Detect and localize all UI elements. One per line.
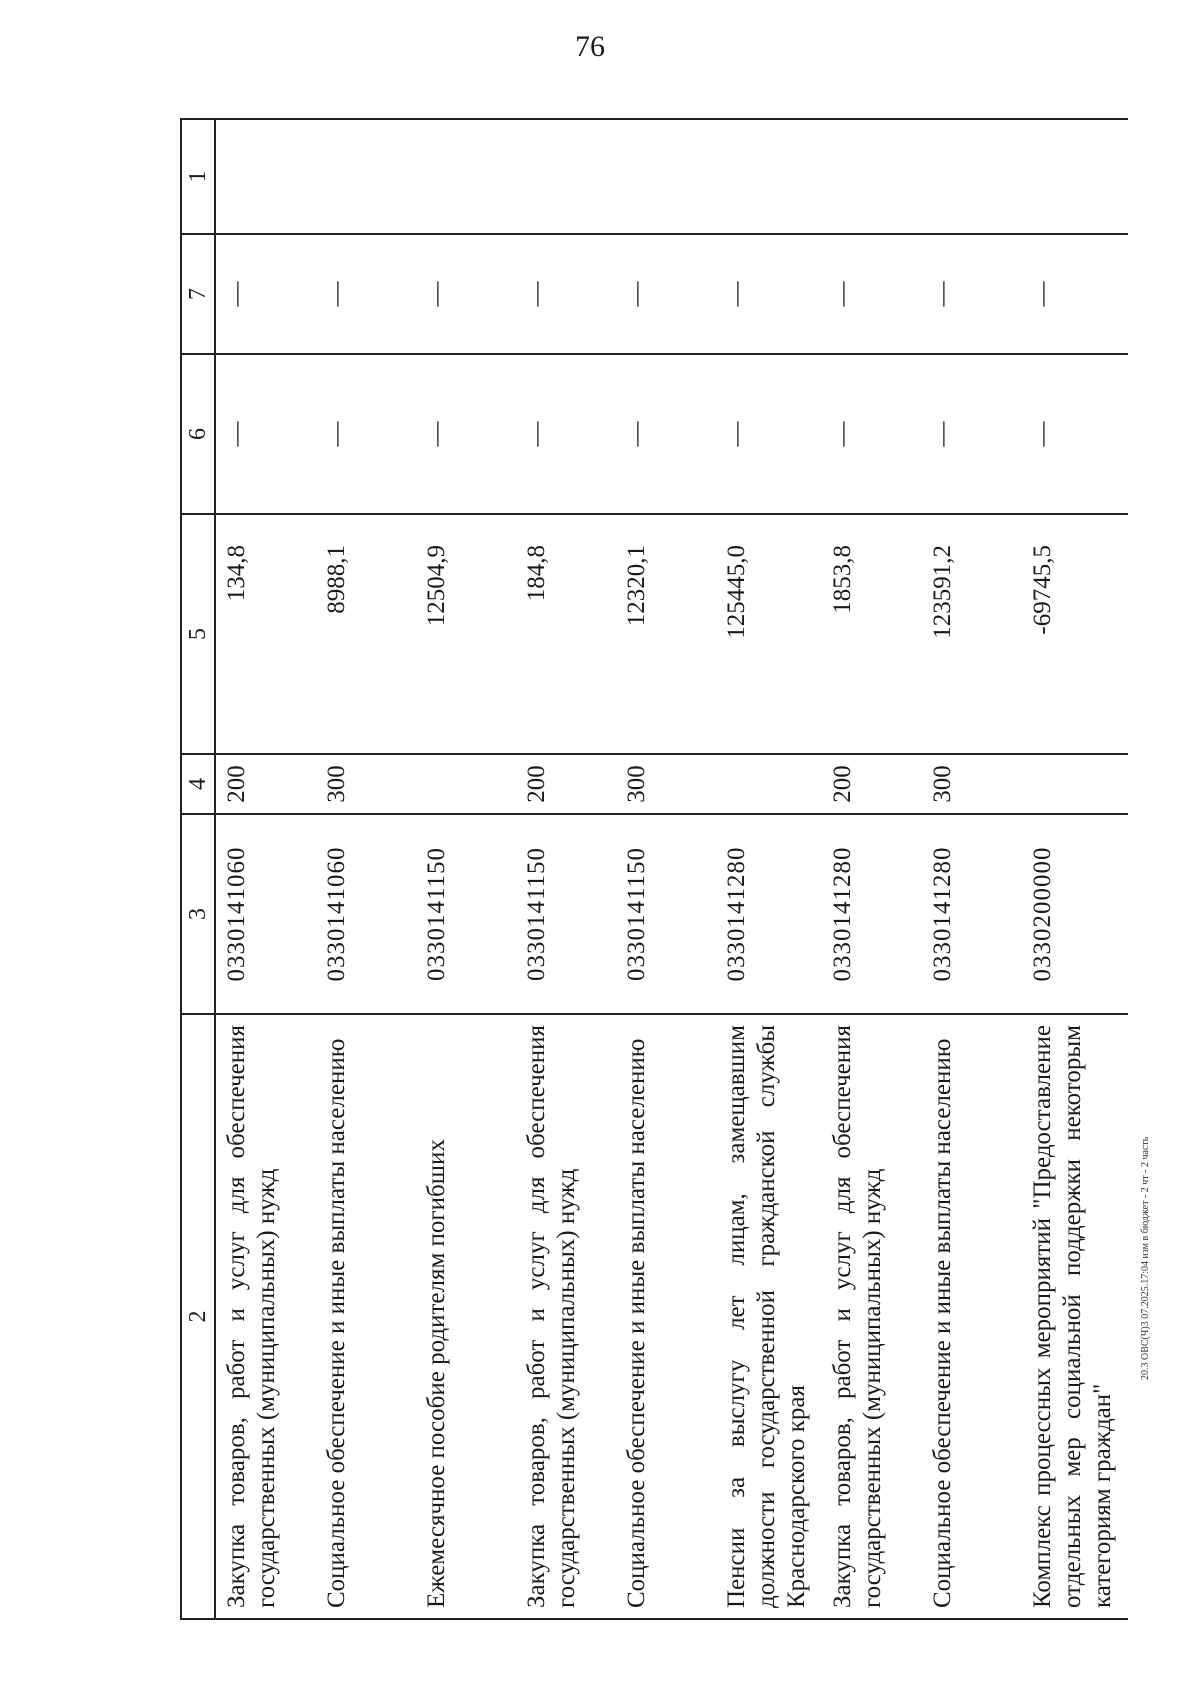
header-col-1: 2 [181, 1014, 215, 1619]
row-sum: 12320,1 [616, 514, 716, 754]
row-col-6: — [215, 354, 316, 514]
table-body [215, 119, 1128, 1619]
row-col-7: — [516, 234, 616, 354]
table-row [516, 119, 616, 1619]
table-row [1022, 119, 1128, 1619]
header-col-6: 6 [181, 354, 215, 514]
header-col-5: 5 [181, 514, 215, 754]
row-name: Ежемесячное пособие родителям погибших [416, 1014, 516, 1619]
row-code: 0330141150 [516, 814, 616, 1014]
row-code: 0330141280 [822, 814, 922, 1014]
footer-code: 20.3 ОВС(Ч)3 07.2025.17:04 изм в бюджет - 2 чт - 2 часть [1140, 1136, 1151, 1380]
row-sum: 125445,0 [716, 514, 822, 754]
row-col-1 [416, 119, 516, 234]
row-col-6: — [822, 354, 922, 514]
row-code: 0330141280 [716, 814, 822, 1014]
table-row [822, 119, 922, 1619]
row-vr: 300 [616, 754, 716, 814]
row-name: Социальное обеспечение и иные выплаты населению [316, 1014, 416, 1619]
row-col-7: — [215, 234, 316, 354]
row-col-7: — [1022, 234, 1128, 354]
page-number: 76 [575, 30, 605, 63]
header-col-4: 4 [181, 754, 215, 814]
row-code: 0330141060 [316, 814, 416, 1014]
row-col-1 [316, 119, 416, 234]
row-name: Комплекс процессных мероприятий "Предоставление отдельных мер социальной поддержки некоторым категориям граждан" [1022, 1014, 1128, 1619]
row-name: Закупка товаров, работ и услуг для обеспечения государственных (муниципальных) нужд [215, 1014, 316, 1619]
header-col-7: 7 [181, 234, 215, 354]
row-col-7: — [416, 234, 516, 354]
row-col-7: — [822, 234, 922, 354]
row-vr [416, 754, 516, 814]
row-sum: 123591,2 [922, 514, 1022, 754]
row-sum: 1853,8 [822, 514, 922, 754]
row-code: 0330141150 [616, 814, 716, 1014]
row-code: 0330141150 [416, 814, 516, 1014]
row-sum: 134,8 [215, 514, 316, 754]
row-vr: 300 [316, 754, 416, 814]
row-vr [1022, 754, 1128, 814]
table-header [181, 119, 215, 1619]
row-vr: 200 [822, 754, 922, 814]
table-row [316, 119, 416, 1619]
header-col-1-index: 1 [181, 119, 215, 234]
row-col-7: — [922, 234, 1022, 354]
row-name: Социальное обеспечение и иные выплаты населению [922, 1014, 1022, 1619]
row-name: Закупка товаров, работ и услуг для обеспечения государственных (муниципальных) нужд [516, 1014, 616, 1619]
row-name: Пенсии за выслугу лет лицам, замещавшим должности государственной гражданской службы Краснодарского края [716, 1014, 822, 1619]
row-col-1 [922, 119, 1022, 234]
row-col-6: — [1022, 354, 1128, 514]
row-col-1 [215, 119, 316, 234]
row-col-1 [822, 119, 922, 234]
budget-table-rotated [180, 120, 1130, 1620]
row-col-6: — [416, 354, 516, 514]
row-col-6: — [316, 354, 416, 514]
budget-table [180, 118, 1128, 1620]
row-col-7: — [716, 234, 822, 354]
row-code: 0330200000 [1022, 814, 1128, 1014]
row-code: 0330141060 [215, 814, 316, 1014]
table-row [616, 119, 716, 1619]
row-col-7: — [316, 234, 416, 354]
row-col-6: — [616, 354, 716, 514]
row-col-1 [516, 119, 616, 234]
table-row [215, 119, 316, 1619]
row-sum: 12504,9 [416, 514, 516, 754]
row-vr [716, 754, 822, 814]
row-vr: 200 [516, 754, 616, 814]
row-vr: 200 [215, 754, 316, 814]
row-name: Социальное обеспечение и иные выплаты населению [616, 1014, 716, 1619]
table-row [416, 119, 516, 1619]
row-col-6: — [716, 354, 822, 514]
table-row [922, 119, 1022, 1619]
row-col-1 [616, 119, 716, 234]
row-col-6: — [922, 354, 1022, 514]
row-sum: 8988,1 [316, 514, 416, 754]
row-col-6: — [516, 354, 616, 514]
row-col-1 [1022, 119, 1128, 234]
row-sum: -69745,5 [1022, 514, 1128, 754]
row-col-1 [716, 119, 822, 234]
row-sum: 184,8 [516, 514, 616, 754]
table-row [716, 119, 822, 1619]
row-code: 0330141280 [922, 814, 1022, 1014]
row-vr: 300 [922, 754, 1022, 814]
row-name: Закупка товаров, работ и услуг для обеспечения государственных (муниципальных) нужд [822, 1014, 922, 1619]
header-col-3: 3 [181, 814, 215, 1014]
row-col-7: — [616, 234, 716, 354]
